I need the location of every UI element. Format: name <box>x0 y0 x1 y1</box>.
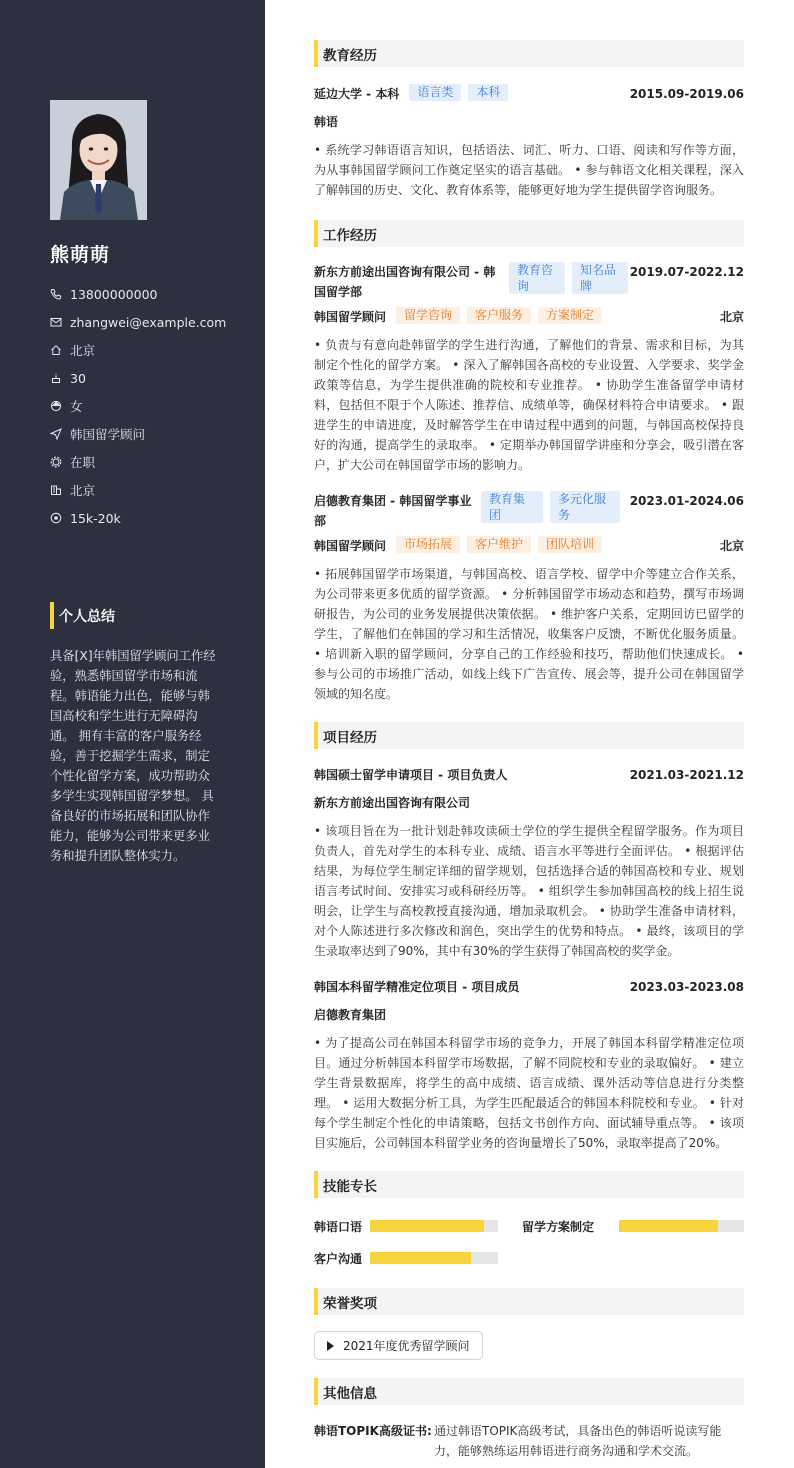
avatar <box>50 100 147 220</box>
job-icon <box>50 428 62 440</box>
skill-name: 客户沟通 <box>314 1251 363 1266</box>
info-city-text: 北京 <box>70 483 96 498</box>
company-tag: 知名品 牌 <box>572 262 628 294</box>
role-tag: 团队培训 <box>538 536 602 553</box>
skill-bar-fill <box>619 1220 717 1232</box>
skills-heading: 技能专长 <box>314 1171 744 1198</box>
skill-row <box>314 1242 744 1274</box>
job-desc: • 负责与有意向赴韩留学的学生进行沟通，了解他们的背景、需求和目标，为其制定个性化的留学方案。 • 深入了解韩国各高校的专业设置、入学要求、奖学金政策等信息，为学生提供准确的院校和专业推荐。 • 协助学生准备留学申请材料，包括但不限于个人陈述、推荐信、成绩单等，确保材料符合申请要求。 • 跟进学生的申请进度，及时解答学生在申请过程中遇到的问题，与韩国高校保持良好的沟通，提高学生的录取率。 • 定期举办韩国留学讲座和分享会，吸引潜在客户，扩大公司在韩国留学市场的影响力。 <box>314 338 744 472</box>
projects-heading: 项目经历 <box>314 722 744 749</box>
info-city <box>50 476 250 504</box>
other-key: 韩语TOPIK高级证书: <box>314 1424 432 1438</box>
skill-name: 韩语口语 <box>314 1219 363 1234</box>
skill-item <box>314 1218 522 1235</box>
honors-heading: 荣誉奖项 <box>314 1288 744 1315</box>
info-salary-text: 15k-20k <box>70 510 121 526</box>
project-desc: • 为了提高公司在韩国本科留学市场的竞争力，开展了韩国本科留学精准定位项目。通过分析韩国本科留学市场数据，了解不同院校和专业的录取偏好。 • 建立学生背景数据库，将学生的高中成绩、语言成绩、课外活动等信息进行分类整理。 • 运用大数据分析工具，为学生匹配最适合的韩国本科院校和专业。 • 针对每个学生制定个性化的申请策略，包括文书创作方向、面试辅导重点等。 • 该项目实施后，公司韩国本科留学业务的咨询量增长了50%，录取率提高了20%。 <box>314 1036 744 1150</box>
project-desc: • 该项目旨在为一批计划赴韩攻读硕士学位的学生提供全程留学服务。作为项目负责人，首先对学生的本科专业、成绩、语言水平等进行全面评估。 • 根据评估结果，为每位学生制定详细的留学规划，包括选择合适的韩国高校和专业、规划语言考试时间、安排实习或科研经历等。 • 组织学生参加韩国高校的线上招生说明会，让学生与高校教授直接沟通，增加录取机会。 • 协助学生准备申请材料，对个人陈述进行多次修改和润色，突出学生的优势和特点。 • 最终，该项目的学生录取率达到了90%，其中有30%的学生获得了韩国高校的奖学金。 <box>314 824 744 958</box>
candidate-name: 熊萌萌 <box>50 244 111 266</box>
project-header <box>314 765 744 785</box>
summary-heading: 个人总结 <box>50 602 115 629</box>
info-email <box>50 308 250 336</box>
job-header <box>314 262 744 302</box>
job-role-row <box>314 307 744 327</box>
award-label: 2021年度优秀留学顾问 <box>343 1339 470 1353</box>
education-major: 韩语 <box>314 115 339 129</box>
job-desc: • 拓展韩国留学市场渠道，与韩国高校、语言学校、留学中介等建立合作关系，为公司带来更多优质的留学资源。 • 分析韩国留学市场动态和趋势，撰写市场调研报告，为公司的业务发展提供决策依据。 • 维护客户关系，定期回访已留学的学生，了解他们在韩国的学习和生活情况，收集客户反馈，不断优化服务质量。 • 培训新入职的留学顾问，分享自己的工作经验和技巧，帮助他们快速成长。 • 参与公司的市场推广活动，如线上线下广告宣传、展会等，提升公司在韩国留学领域的知名度。 <box>314 567 744 701</box>
play-icon <box>327 1341 334 1351</box>
skill-bar-fill <box>370 1220 484 1232</box>
role-tag: 留学咨询 <box>396 307 460 324</box>
skill-row <box>314 1210 744 1242</box>
info-job <box>50 420 250 448</box>
info-job-text: 韩国留学顾问 <box>70 427 146 442</box>
education-date: 2015.09-2019.06 <box>629 87 744 101</box>
info-status-text: 在职 <box>70 455 96 470</box>
role-tag: 客户服务 <box>467 307 531 324</box>
other-heading: 其他信息 <box>314 1378 744 1405</box>
project-org-row <box>314 1005 744 1025</box>
skill-name: 留学方案制定 <box>522 1219 595 1234</box>
job-date: 2019.07-2022.12 <box>629 265 744 279</box>
contact-info-list <box>50 280 250 532</box>
project-org: 启德教育集团 <box>314 1008 387 1022</box>
status-icon <box>50 456 62 468</box>
project-org: 新东方前途出国咨询有限公司 <box>314 796 471 810</box>
sidebar <box>0 0 265 1468</box>
info-age-text: 30 <box>70 370 86 386</box>
project-date: 2023.03-2023.08 <box>629 980 744 994</box>
info-phone-text: 13800000000 <box>70 286 158 302</box>
company-tag: 教育集 团 <box>481 491 543 523</box>
skill-bar <box>370 1252 498 1264</box>
skills-list <box>314 1210 744 1274</box>
mail-icon <box>50 316 62 328</box>
award-item[interactable] <box>314 1331 483 1360</box>
info-age <box>50 364 250 392</box>
city-icon <box>50 484 62 496</box>
education-school: 延边大学 - 本科 <box>314 87 400 101</box>
company-tag: 多元化服 务 <box>550 491 620 523</box>
job-role-row <box>314 536 744 556</box>
role-tag: 方案制定 <box>538 307 602 324</box>
job-company-line: 启德教育集团 - 韩国留学事业 <box>314 494 472 508</box>
phone-icon <box>50 288 62 300</box>
education-desc: • 系统学习韩语语言知识，包括语法、词汇、听力、口语、阅读和写作等方面，为从事韩国留学顾问工作奠定坚实的语言基础。 • 参与韩语文化相关课程，深入了解韩国的历史、文化、教育体系等，能够更好地为学生提供留学咨询服务。 <box>314 143 744 197</box>
info-home-text: 北京 <box>70 343 96 358</box>
skill-bar <box>370 1220 498 1232</box>
salary-icon <box>50 512 62 524</box>
gender-icon <box>50 400 62 412</box>
job-date: 2023.01-2024.06 <box>629 494 744 508</box>
info-phone <box>50 280 250 308</box>
skill-item <box>314 1250 536 1267</box>
skill-bar <box>619 1220 744 1232</box>
job-city: 北京 <box>719 539 744 553</box>
info-home <box>50 336 250 364</box>
job-role: 韩国留学顾问 <box>314 310 387 324</box>
skill-bar-fill <box>370 1252 471 1264</box>
education-heading: 教育经历 <box>314 40 744 67</box>
age-icon <box>50 372 62 384</box>
project-name: 韩国本科留学精准定位项目 - 项目成员 <box>314 980 520 994</box>
role-tag: 客户维护 <box>467 536 531 553</box>
job-city: 北京 <box>719 310 744 324</box>
info-status <box>50 448 250 476</box>
job-role: 韩国留学顾问 <box>314 539 387 553</box>
project-name: 韩国硕士留学申请项目 - 项目负责人 <box>314 768 508 782</box>
info-email-text: zhangwei@example.com <box>70 314 227 330</box>
skill-item <box>522 1218 744 1235</box>
main-content <box>314 40 744 1461</box>
project-header <box>314 977 744 997</box>
job-company <box>314 491 476 531</box>
role-tag: 市场拓展 <box>396 536 460 553</box>
other-item <box>314 1421 744 1461</box>
job-company <box>314 262 504 302</box>
info-salary <box>50 504 250 532</box>
company-tag: 教育咨 询 <box>509 262 565 294</box>
summary-text: 具备[X]年韩国留学顾问工作经验，熟悉韩国留学市场和流程。韩语能力出色，能够与韩国高校和学生进行无障碍沟通。 拥有丰富的客户服务经验，善于挖掘学生需求，制定个性化留学方案，成功帮助众多学生实现韩国留学梦想。 具备良好的市场拓展和团队协作能力，能够为公司带来更多业务和提升团队整体实力。 <box>50 649 216 863</box>
info-gender <box>50 392 250 420</box>
other-value: 通过韩语TOPIK高级考试，具备出色的韩语听说读写能力，能够熟练运用韩语进行商务沟通和学术交流。 <box>434 1424 722 1458</box>
honors-list <box>314 1331 744 1360</box>
job-company-line: 新东方前途出国咨询有限公司 - 韩 <box>314 265 496 279</box>
education-major-row <box>314 112 744 132</box>
project-date: 2021.03-2021.12 <box>629 768 744 782</box>
home-icon <box>50 344 62 356</box>
work-heading: 工作经历 <box>314 220 744 247</box>
education-tag: 语言类 <box>409 84 461 101</box>
info-gender-text: 女 <box>70 399 83 414</box>
job-company-line: 国留学部 <box>314 285 363 299</box>
project-org-row <box>314 793 744 813</box>
job-company-line: 部 <box>314 514 327 528</box>
education-tag: 本科 <box>468 84 508 101</box>
profile-photo <box>50 100 147 220</box>
education-row <box>314 84 744 104</box>
job-header <box>314 491 744 531</box>
